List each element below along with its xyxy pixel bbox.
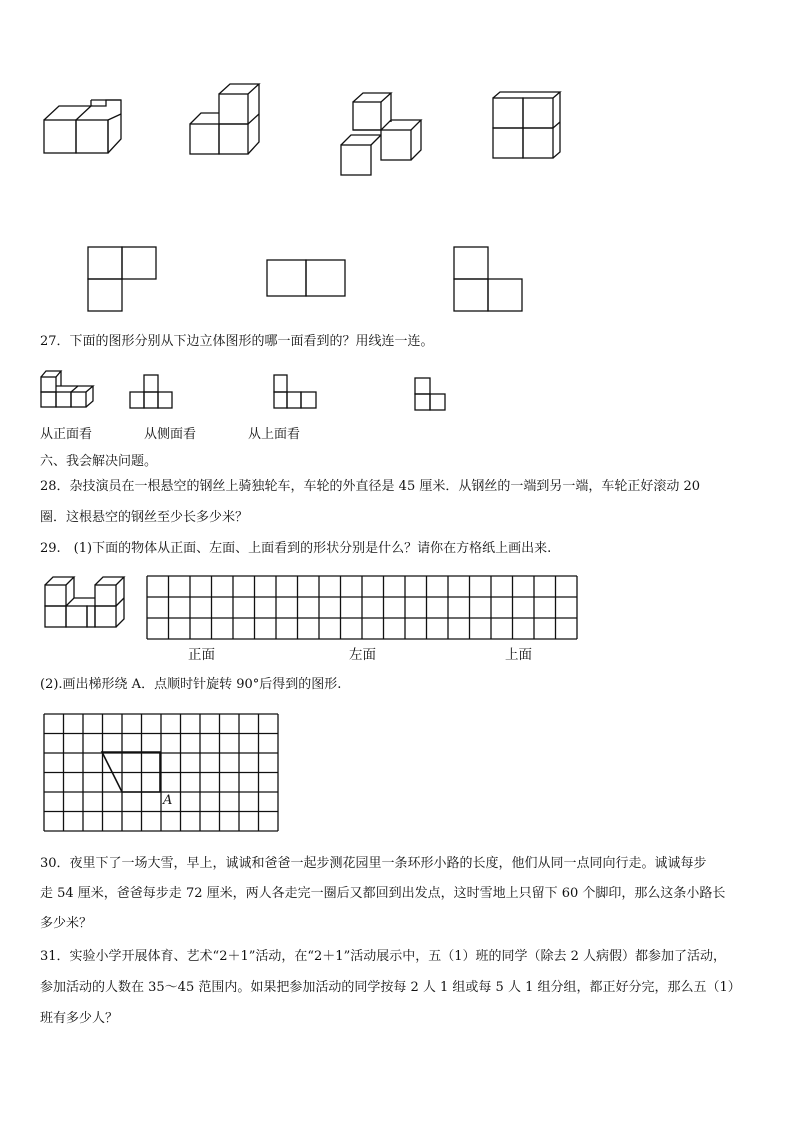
rotation-grid (42, 712, 282, 834)
q27-view-3 (412, 375, 452, 415)
q27-view-2 (272, 372, 322, 412)
view-shape-3 (452, 245, 527, 315)
q27-solid (38, 368, 103, 410)
grid-label-front: 正面 (188, 647, 215, 663)
q30-line-3: 多少米？ (40, 916, 93, 931)
grid-label-top: 上面 (505, 647, 532, 663)
q31-line-2: 参加活动的人数在 35～45 范围内。如果把参加活动的同学按每 2 人 1 组或每 5 人 1 组分组，都正好分完，那么五（1） (40, 980, 741, 995)
option-front-view: 从正面看 (40, 427, 93, 442)
q29-solid (42, 572, 127, 632)
q30-line-2: 走 54 厘米，爸爸每步走 72 厘米，两人各走完一圈后又都回到出发点，这时雪地上只留下 60 个脚印，那么这条小路长 (40, 886, 726, 901)
view-shape-2 (265, 258, 350, 300)
option-side-view: 从侧面看 (144, 427, 197, 442)
solid-figure-3 (336, 92, 431, 177)
q29-answer-grid (145, 574, 580, 642)
q31-line-3: 班有多少人？ (40, 1011, 119, 1026)
solid-figure-4 (490, 90, 570, 162)
option-top-view: 从上面看 (248, 427, 301, 442)
solid-figure-2 (188, 82, 268, 157)
q30-line-1: 30．夜里下了一场大雪，早上，诚诚和爸爸一起步测花园里一条环形小路的长度，他们从同一点同向行走。诚诚每步 (40, 856, 707, 871)
q28-line-2: 圈．这根悬空的钢丝至少长多少米？ (40, 510, 249, 525)
section-heading: 六、我会解决问题。 (40, 454, 158, 469)
solid-figure-1 (40, 100, 125, 160)
point-a-label: A (163, 793, 173, 808)
view-shape-1 (86, 245, 161, 315)
q29-part-2: (2).画出梯形绕 A．点顺时针旋转 90°后得到的图形. (40, 677, 342, 692)
q31-line-1: 31．实验小学开展体育、艺术“2＋1”活动，在“2＋1”活动展示中，五（1）班的同学（除去 2 人病假）都参加了活动， (40, 949, 727, 964)
q28-line-1: 28．杂技演员在一根悬空的钢丝上骑独轮车，车轮的外直径是 45 厘米．从钢丝的一端到另一端，车轮正好滚动 20 (40, 479, 701, 494)
q27-question: 27．下面的图形分别从下边立体图形的哪一面看到的？用线连一连。 (40, 334, 434, 349)
grid-label-left: 左面 (349, 647, 376, 663)
q29-part-1: 29. (1)下面的物体从正面、左面、上面看到的形状分别是什么？请你在方格纸上画出来. (40, 541, 552, 556)
q27-view-1 (128, 372, 178, 412)
